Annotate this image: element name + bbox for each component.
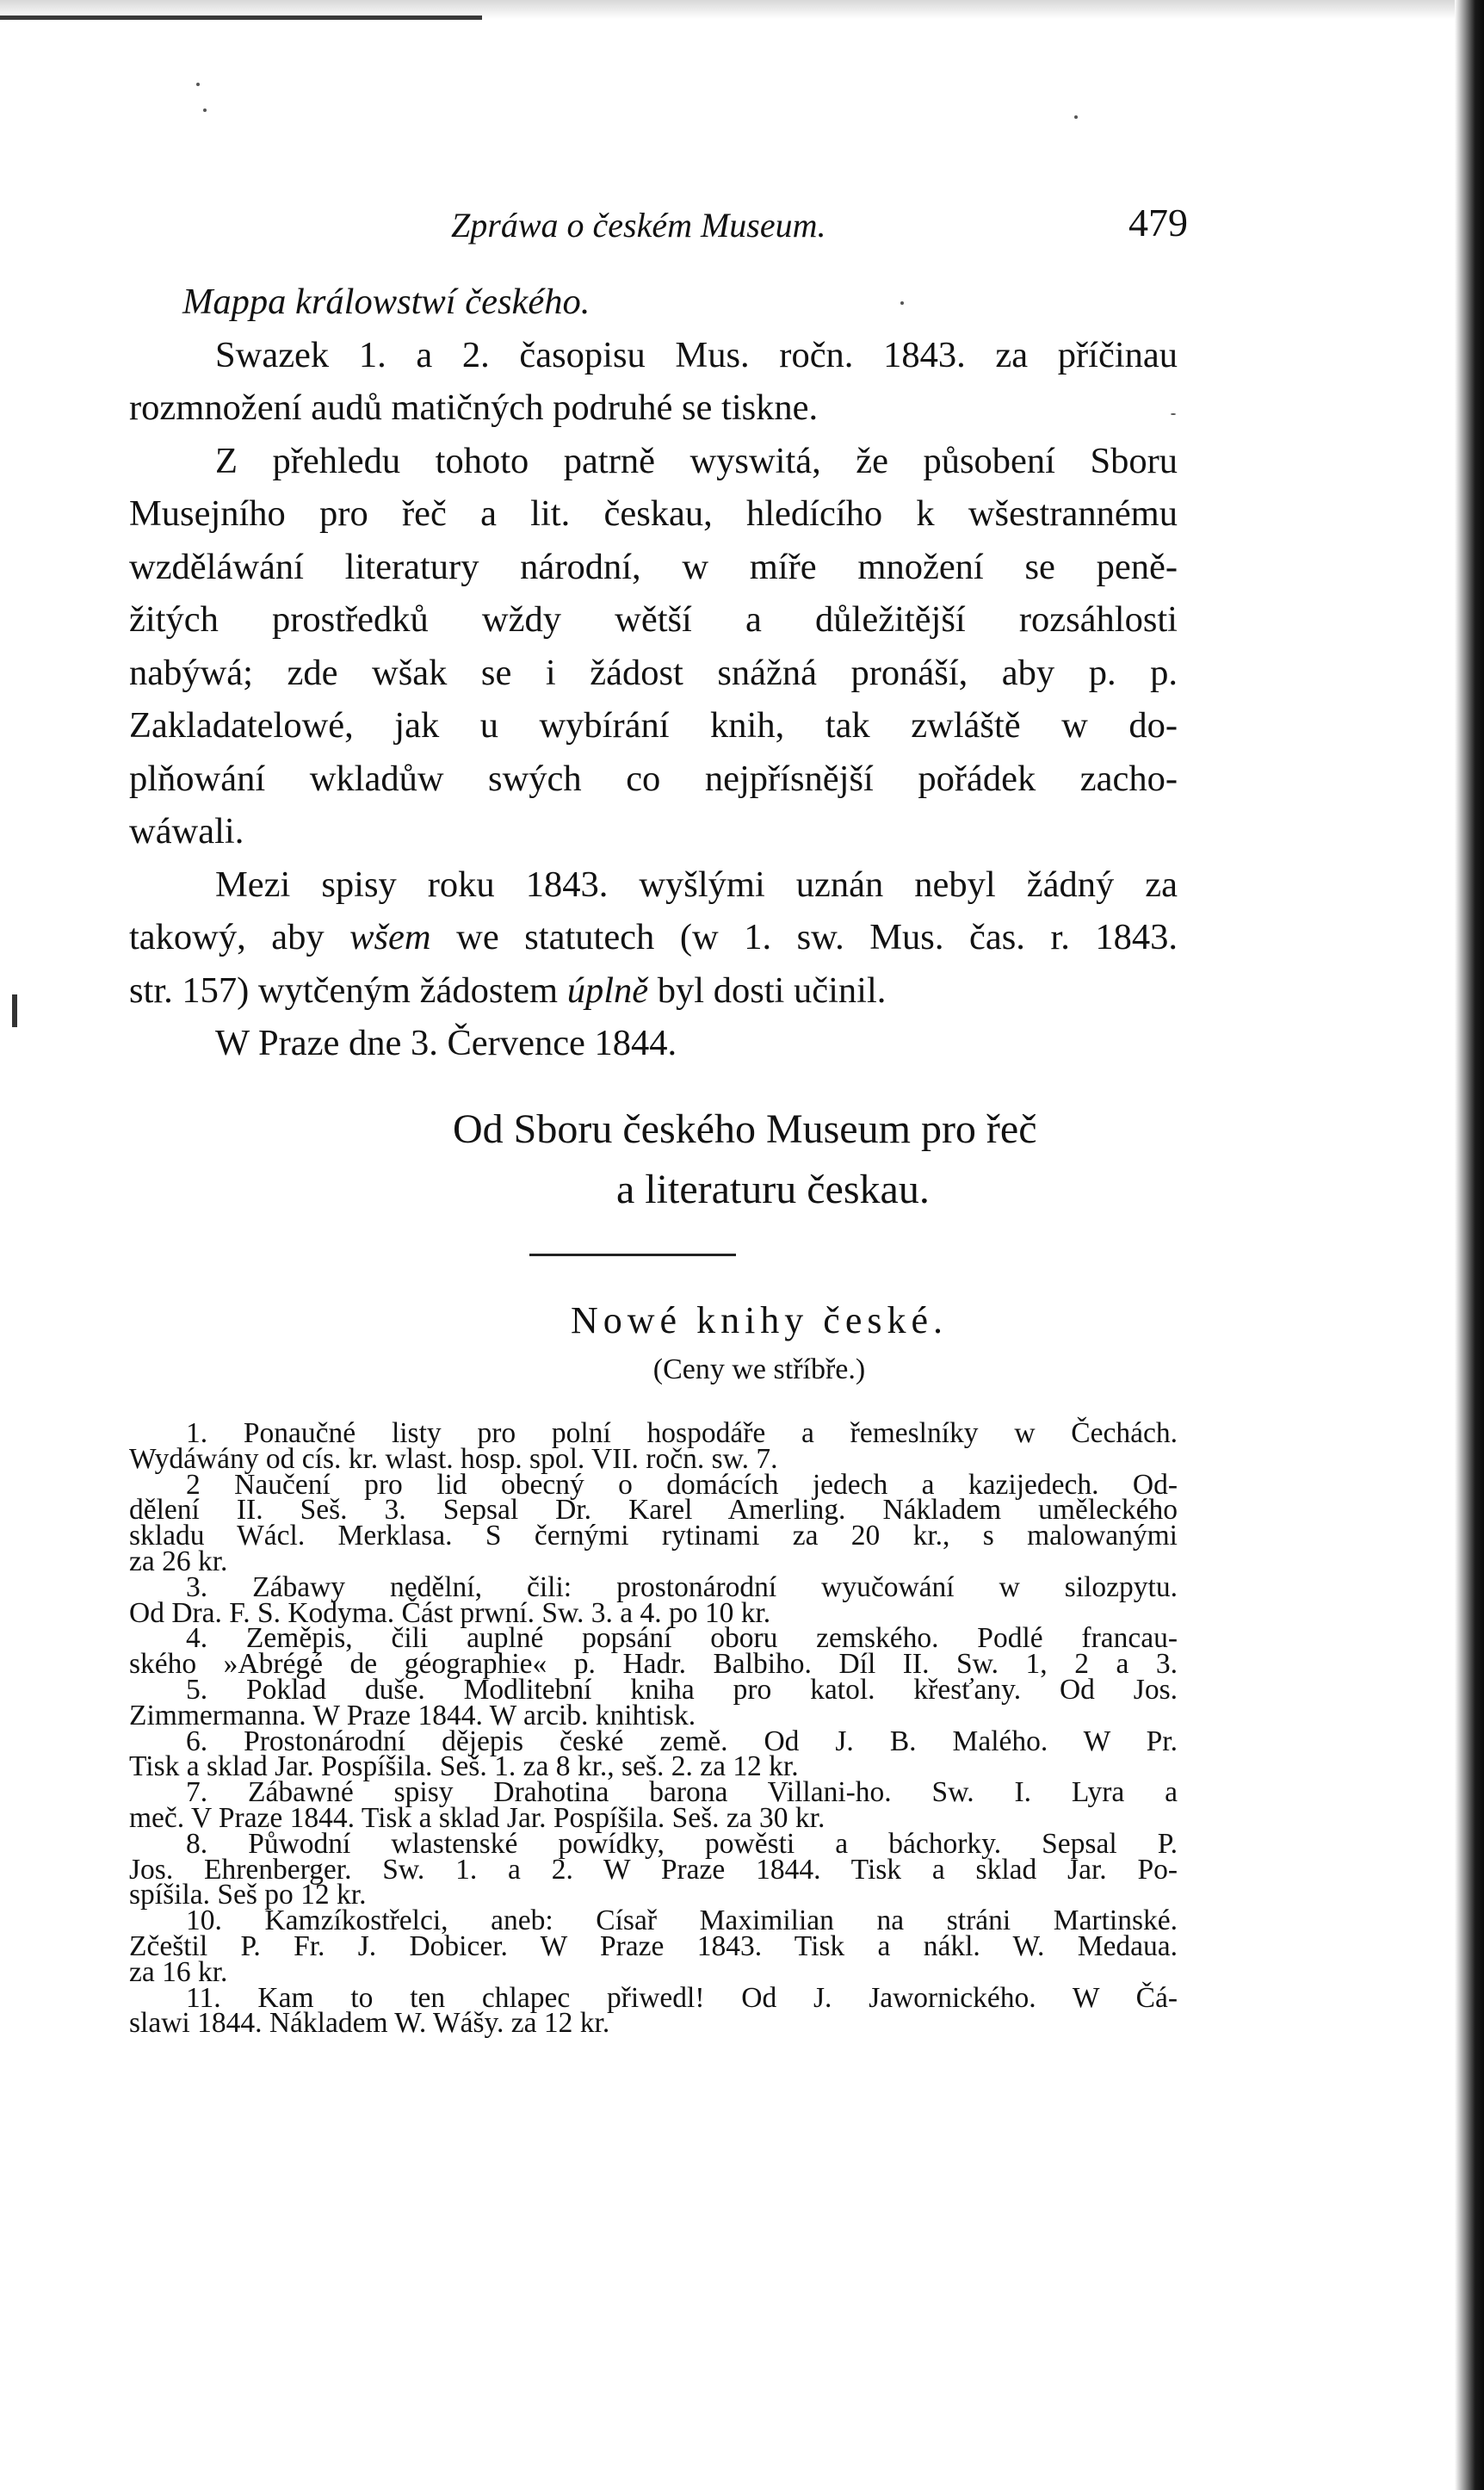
book-list-line: 2 Naučení pro lid obecný o domácích jedech a kazijedech. Od-: [186, 1468, 1178, 1501]
book-list-line: 3. Zábawy nedělní, čili: prostonárodní wyučowání w silozpytu.: [186, 1570, 1178, 1603]
book-list-line: Wydáwány od cís. kr. wlast. hosp. spol. VII. ročn. sw. 7.: [129, 1442, 778, 1475]
running-title: Zpráwa o českém Museum.: [451, 206, 826, 245]
book-list-line: 6. Prostonárodní dějepis české země. Od J. B. Malého. W Pr.: [186, 1725, 1178, 1757]
book-list: [129, 1417, 1178, 2040]
scan-left-mark: [12, 994, 17, 1027]
book-list-line: 8. Půwodní wlastenské powídky, powěsti a báchorky. Sepsal P.: [186, 1827, 1178, 1860]
signature-line-2: a literaturu českau.: [616, 1167, 930, 1212]
book-list-line: Od Dra. F. S. Kodyma. Část prwní. Sw. 3. a 4. po 10 kr.: [129, 1596, 771, 1629]
scan-speck: [196, 83, 200, 86]
text-line: Z přehledu tohoto patrně wyswitá, že působení Sboru: [215, 440, 1178, 481]
mappa-line: Mappa králowstwí českého.: [182, 282, 591, 322]
book-list-line: Zimmermanna. W Praze 1844. W arcib. knihtisk.: [129, 1699, 696, 1731]
book-list-line: skladu Wácl. Merklasa. S černými rytinami za 20 kr., s malowanými: [129, 1520, 1178, 1552]
signature-line-1: Od Sboru českého Museum pro řeč: [453, 1106, 1037, 1152]
text-line: [129, 964, 1178, 1018]
section-subtitle: (Ceny we stříbře.): [652, 1353, 866, 1385]
paragraph-2: [129, 435, 1178, 858]
book-list-line: 4. Zeměpis, čili auplné popsání oboru zemského. Podlé francau-: [186, 1622, 1178, 1655]
italic-word: úplně: [566, 969, 649, 1011]
book-list-line: Tisk a sklad Jar. Pospíšila. Seš. 1. za 8 kr., seš. 2. za 12 kr.: [129, 1750, 799, 1783]
text-line: plňowání wkladůw swých co nejpřísnější pořádek zacho-: [129, 758, 1178, 799]
body-text: [129, 276, 1178, 1070]
book-list-line: Jos. Ehrenberger. Sw. 1. a 2. W Praze 1844. Tisk a sklad Jar. Po-: [129, 1853, 1178, 1886]
text-segment: str. 157) wytčeným žádostem: [129, 969, 567, 1011]
book-list-line: 7. Zábawné spisy Drahotina barona Villani-ho. Sw. I. Lyra a: [186, 1776, 1178, 1809]
text-line: wáwali.: [129, 811, 244, 852]
book-list-line: 11. Kam to ten chlapec přiwedl! Od J. Jawornického. W Čá-: [186, 1981, 1178, 2014]
text-line: Swazek 1. a 2. časopisu Mus. ročn. 1843. za příčinau: [215, 334, 1178, 375]
text-segment: takowý, aby: [129, 917, 350, 957]
book-list-line: za 26 kr.: [129, 1545, 228, 1577]
book-list-line: ského »Abrégé de géographie« p. Hadr. Balbiho. Díl II. Sw. 1, 2 a 3.: [129, 1648, 1178, 1681]
italic-word: wšem: [349, 917, 431, 957]
text-line: wzděláwání literatury národní, w míře množení se peně-: [129, 546, 1178, 587]
text-line: rozmnožení audů matičných podruhé se tiskne.: [129, 387, 819, 428]
text-line: Zakladatelowé, jak u wybírání knih, tak zwláště w do-: [129, 705, 1178, 746]
page-number: 479: [1128, 201, 1188, 245]
book-list-line: 1. Ponaučné listy pro polní hospodáře a řemeslníky w Čechách.: [186, 1417, 1178, 1449]
book-list-line: spíšila. Seš po 12 kr.: [129, 1879, 367, 1911]
running-header: [129, 201, 1188, 265]
text-line: [129, 911, 1178, 964]
scan-speck: [203, 108, 207, 112]
book-list-line: dělení II. Seš. 3. Sepsal Dr. Karel Amerling. Nákladem uměleckého: [129, 1494, 1178, 1527]
book-list-line: za 16 kr.: [129, 1955, 228, 1988]
book-list-line: meč. V Praze 1844. Tisk a sklad Jar. Pospíšila. Seš. za 30 kr.: [129, 1801, 825, 1834]
text-line: Musejního pro řeč a lit. českau, hledícího k wšestrannému: [129, 493, 1178, 534]
scan-speck: [1074, 115, 1078, 119]
section-divider: [529, 1254, 736, 1256]
paragraph-1: [129, 329, 1178, 435]
book-list-line: Zčeštil P. Fr. J. Dobicer. W Praze 1843. Tisk a nákl. W. Medaua.: [129, 1929, 1178, 1962]
date-line: W Praze dne 3. Července 1844.: [215, 1023, 677, 1063]
paragraph-3: [129, 858, 1178, 1018]
text-line: nabýwá; zde wšak se i žádost snážná pronáší, aby p. p.: [129, 652, 1178, 693]
text-segment: byl dosti učinil.: [648, 969, 887, 1011]
scan-top-line: [0, 15, 482, 20]
text-line: žitých prostředků wždy wětší a důležitější rozsáhlosti: [129, 599, 1178, 640]
text-line: Mezi spisy roku 1843. wyšlými uznán nebyl žádný za: [215, 864, 1178, 905]
book-list-line: slawi 1844. Nákladem W. Wášy. za 12 kr.: [129, 2007, 610, 2040]
text-segment: we statutech (w 1. sw. Mus. čas. r. 1843.: [430, 917, 1178, 957]
section-title: Nowé knihy české.: [570, 1299, 948, 1341]
book-list-line: 5. Poklad duše. Modlitební kniha pro katol. křesťany. Od Jos.: [186, 1673, 1178, 1706]
book-list-line: 10. Kamzíkostřelci, aneb: Císař Maximilian na stráni Martinské.: [186, 1905, 1178, 1937]
scan-right-edge: [1455, 0, 1484, 2490]
